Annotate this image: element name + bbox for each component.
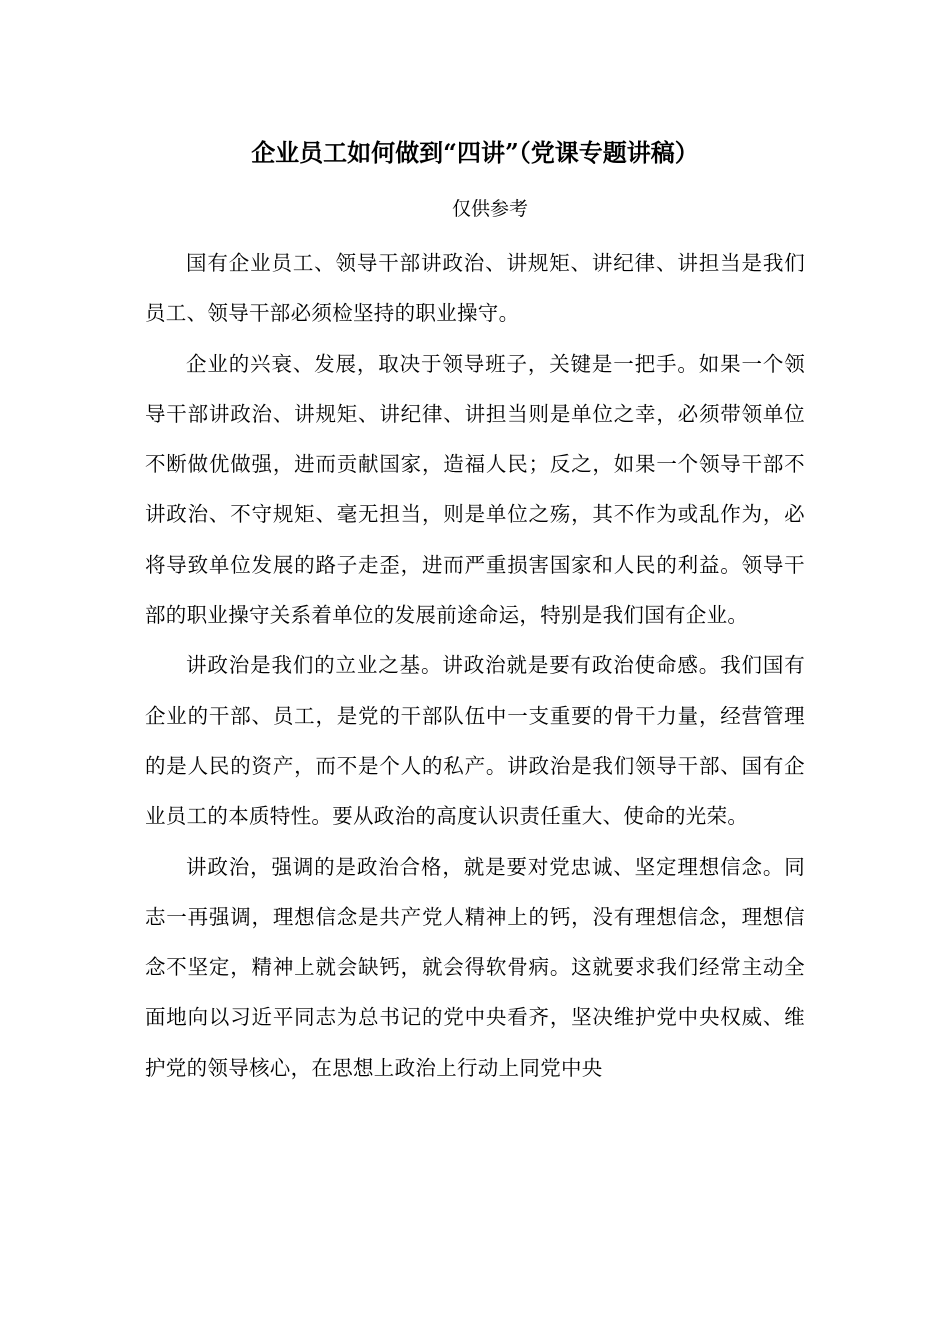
paragraph: 讲政治，强调的是政治合格，就是要对党忠诚、坚定理想信念。同志一再强调，理想信念是共产党人精神上的钙，没有理想信念，理想信念不坚定，精神上就会缺钙，就会得软骨病。这就要求我们经常主动全面地向以习近平同志为总书记的党中央看齐，坚决维护党中央权威、维护党的领导核心，在思想上政治上行动上同党中央 bbox=[145, 854, 805, 1080]
paragraph: 国有企业员工、领导干部讲政治、讲规矩、讲纪律、讲担当是我们员工、领导干部必须检坚持的职业操守。 bbox=[145, 251, 805, 326]
document-subtitle: 仅供参考 bbox=[451, 198, 528, 220]
document-body bbox=[145, 238, 805, 1093]
paragraph: 企业的兴衰、发展，取决于领导班子，关键是一把手。如果一个领导干部讲政治、讲规矩、讲纪律、讲担当则是单位之幸，必须带领单位不断做优做强，进而贡献国家，造福人民；反之，如果一个领导干部不讲政治、不守规矩、毫无担当，则是单位之殇，其不作为或乱作为，必将导致单位发展的路子走歪，进而严重损害国家和人民的利益。领导干部的职业操守关系着单位的发展前途命运，特别是我们国有企业。 bbox=[145, 351, 805, 628]
document-title: 企业员工如何做到“四讲”（党课专题讲稿） bbox=[251, 138, 699, 167]
paragraph: 讲政治是我们的立业之基。讲政治就是要有政治使命感。我们国有企业的干部、员工，是党的干部队伍中一支重要的骨干力量，经营管理的是人民的资产，而不是个人的私产。讲政治是我们领导干部、国有企业员工的本质特性。要从政治的高度认识责任重大、使命的光荣。 bbox=[145, 653, 805, 829]
